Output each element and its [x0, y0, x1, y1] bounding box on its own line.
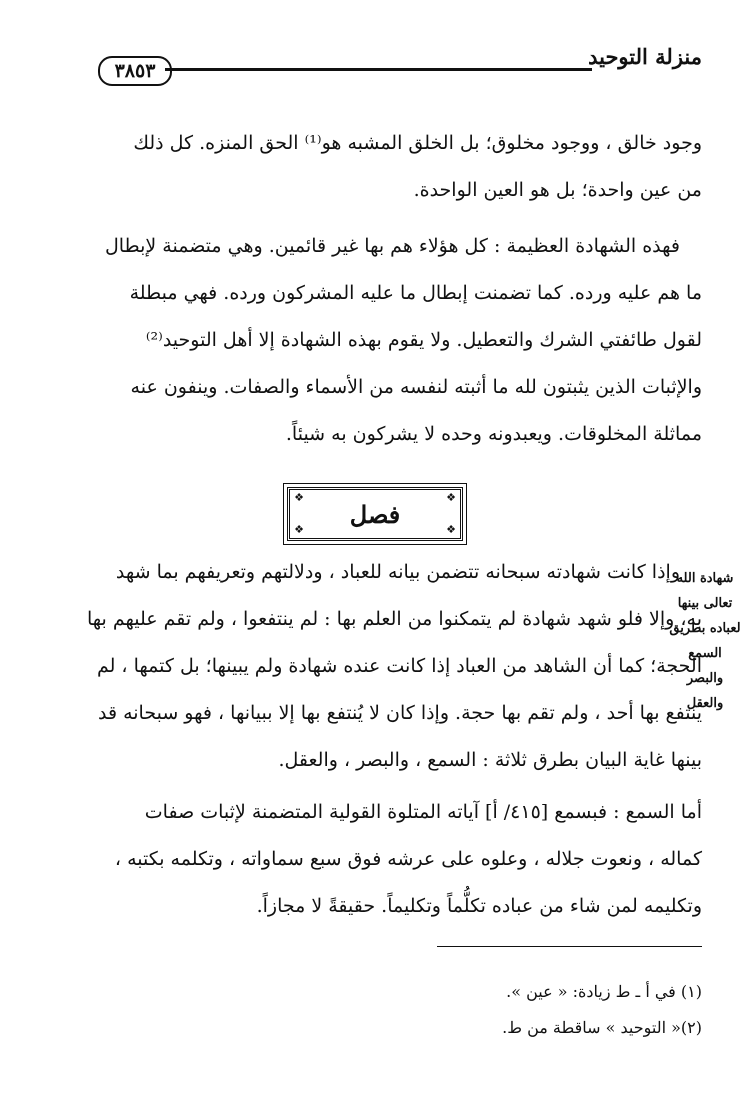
text-line: كماله ، ونعوت جلاله ، وعلوه على عرشه فوق سبع سماواته ، وتكلمه بكتبه ،: [114, 848, 702, 870]
footnotes: [66, 974, 702, 1046]
text-line: من عين واحدة؛ بل هو العين الواحدة.: [413, 179, 702, 201]
text-line: وتكليمه لمن شاء من عباده تكلُّماً وتكليماً. حقيقةً لا مجازاً.: [256, 895, 702, 917]
footnote: (٢)« التوحيد » ساقطة من ط.: [502, 1018, 702, 1037]
margin-note-line: تعالى بينها: [677, 596, 733, 611]
text-line: لقول طائفتي الشرك والتعطيل. ولا يقوم بهذه الشهادة إلا أهل التوحيد⁽²⁾: [145, 329, 702, 351]
text-line: الحجة؛ كما أن الشاهد من العباد إذا كانت عنده شهادة ولم يبينها؛ بل كتمها ، لم: [96, 655, 702, 677]
footnote-separator: [437, 946, 702, 947]
text-line: وجود خالق ، ووجود مخلوق؛ بل الخلق المشبه هو⁽¹⁾ الحق المنزه. كل ذلك: [133, 132, 702, 154]
margin-note-line: شهادة الله: [676, 571, 734, 586]
text-line: فهذه الشهادة العظيمة : كل هؤلاء هم بها غير قائمين. وهي متضمنة لإبطال: [104, 235, 680, 257]
margin-note-line: لعباده بطريق: [669, 621, 741, 636]
paragraph-section-intro: [82, 549, 702, 784]
ornament-icon: ❖: [294, 491, 304, 504]
header-rule: [165, 68, 592, 71]
ornament-icon: ❖: [446, 523, 456, 536]
footnote: (١) في أ ـ ط زيادة: « عين ».: [506, 982, 702, 1001]
text-line: والإثبات الذين يثبتون لله ما أثبته لنفسه من الأسماء والصفات. وينفون عنه: [130, 376, 702, 398]
paragraph-continuation: [66, 120, 702, 214]
text-line: به، وإلا فلو شهد شهادة لم يتمكنوا من العلم بها : لم ينتفعوا ، ولم تقم عليهم بها: [86, 608, 702, 630]
margin-note-line: السمع: [688, 646, 722, 661]
text-line: ينتفع بها أحد ، ولم تقم بها حجة. وإذا كان لا يُنتفع بها إلا ببيانها ، فهو سبحانه قد: [97, 702, 702, 724]
section-heading: فصل: [349, 500, 401, 529]
ornament-icon: ❖: [446, 491, 456, 504]
page-number-badge: ٣٨٥٣: [98, 56, 172, 86]
text-line: بينها غاية البيان بطرق ثلاثة : السمع ، والبصر ، والعقل.: [278, 749, 702, 771]
section-heading-frame: [287, 487, 463, 541]
text-line: وإذا كانت شهادته سبحانه تتضمن بيانه للعباد ، ودلالتهم وتعريفهم بما شهد: [115, 561, 680, 583]
text-line: أما السمع : فبسمع [٤١٥/ أ] آياته المتلوة القولية المتضمنة لإثبات صفات: [144, 801, 702, 823]
paragraph-shahada: [66, 223, 702, 458]
paragraph-sama: [66, 789, 702, 930]
ornament-icon: ❖: [294, 523, 304, 536]
text-line: مماثلة المخلوقات. ويعبدونه وحده لا يشركون به شيئاً.: [285, 423, 702, 445]
margin-note-line: والعقل: [686, 696, 724, 711]
margin-note-line: والبصر: [686, 671, 724, 686]
text-line: ما هم عليه ورده. كما تضمنت إبطال ما عليه المشركون ورده. فهي مبطلة: [129, 282, 702, 304]
running-header-title: منزلة التوحيد: [588, 44, 702, 69]
